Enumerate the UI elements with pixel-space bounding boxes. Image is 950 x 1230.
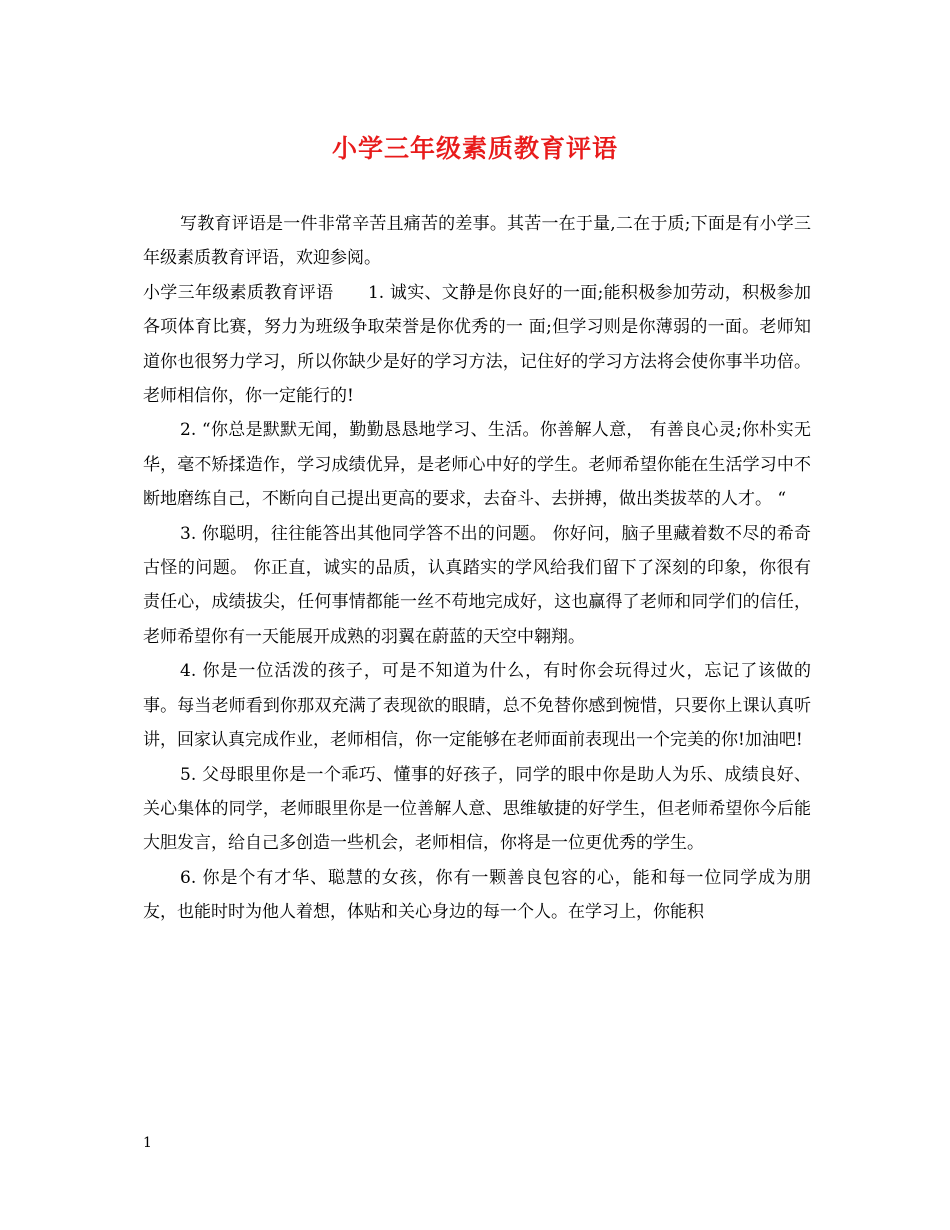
comment-paragraph-6: 6. 你是个有才华、聪慧的女孩，你有一颗善良包容的心，能和每一位同学成为朋友，也能时时为他人着想，体贴和关心身边的每一个人。在学习上，你能积	[143, 867, 811, 923]
comment-paragraph-3: 3. 你聪明，往往能答出其他同学答不出的问题。 你好问，脑子里藏着数不尽的希奇古怪的问题。 你正直，诚实的品质，认真踏实的学风给我们留下了深刻的印象，你很有责任心，成绩拔尖，任何事情都能一丝不苟地完成好，这也赢得了老师和同学们的信任，老师希望你有一天能展开成熟的羽翼在蔚蓝的天空中翱翔。	[143, 523, 811, 647]
document-body	[143, 207, 811, 930]
document-title: 小学三年级素质教育评语	[331, 134, 618, 163]
comment-paragraph-4: 4. 你是一位活泼的孩子，可是不知道为什么，有时你会玩得过火，忘记了该做的事。每当老师看到你那双充满了表现欲的眼睛，总不免替你感到惋惜，只要你上课认真听讲，回家认真完成作业，老师相信，你一定能够在老师面前表现出一个完美的你!加油吧!	[143, 661, 811, 751]
intro-paragraph: 写教育评语是一件非常辛苦且痛苦的差事。其苦一在于量,二在于质;下面是有小学三年级素质教育评语，欢迎参阅。	[143, 214, 811, 269]
page-number: 1	[143, 1135, 152, 1151]
comment-paragraph-5: 5. 父母眼里你是一个乖巧、懂事的好孩子，同学的眼中你是助人为乐、成绩良好、关心集体的同学，老师眼里你是一位善解人意、思维敏捷的好学生，但老师希望你今后能大胆发言，给自己多创造一些机会，老师相信，你将是一位更优秀的学生。	[143, 764, 811, 854]
comment-paragraph-2: 2. “你总是默默无闻，勤勤恳恳地学习、生活。你善解人意， 有善良心灵;你朴实无华，毫不矫揉造作，学习成绩优异，是老师心中好的学生。老师希望你能在生活学习中不断地磨练自己，不断向自己提出更高的要求，去奋斗、去拼搏，做出类拔萃的人才。 “	[143, 420, 811, 510]
comment-paragraph-1: 小学三年级素质教育评语 1. 诚实、文静是你良好的一面;能积极参加劳动，积极参加各项体育比赛，努力为班级争取荣誉是你优秀的一 面;但学习则是你薄弱的一面。老师知道你也很努力学习，所以你缺少是好的学习方法，记住好的学习方法将会使你事半功倍。老师相信你，你一定能行的!	[143, 282, 811, 407]
